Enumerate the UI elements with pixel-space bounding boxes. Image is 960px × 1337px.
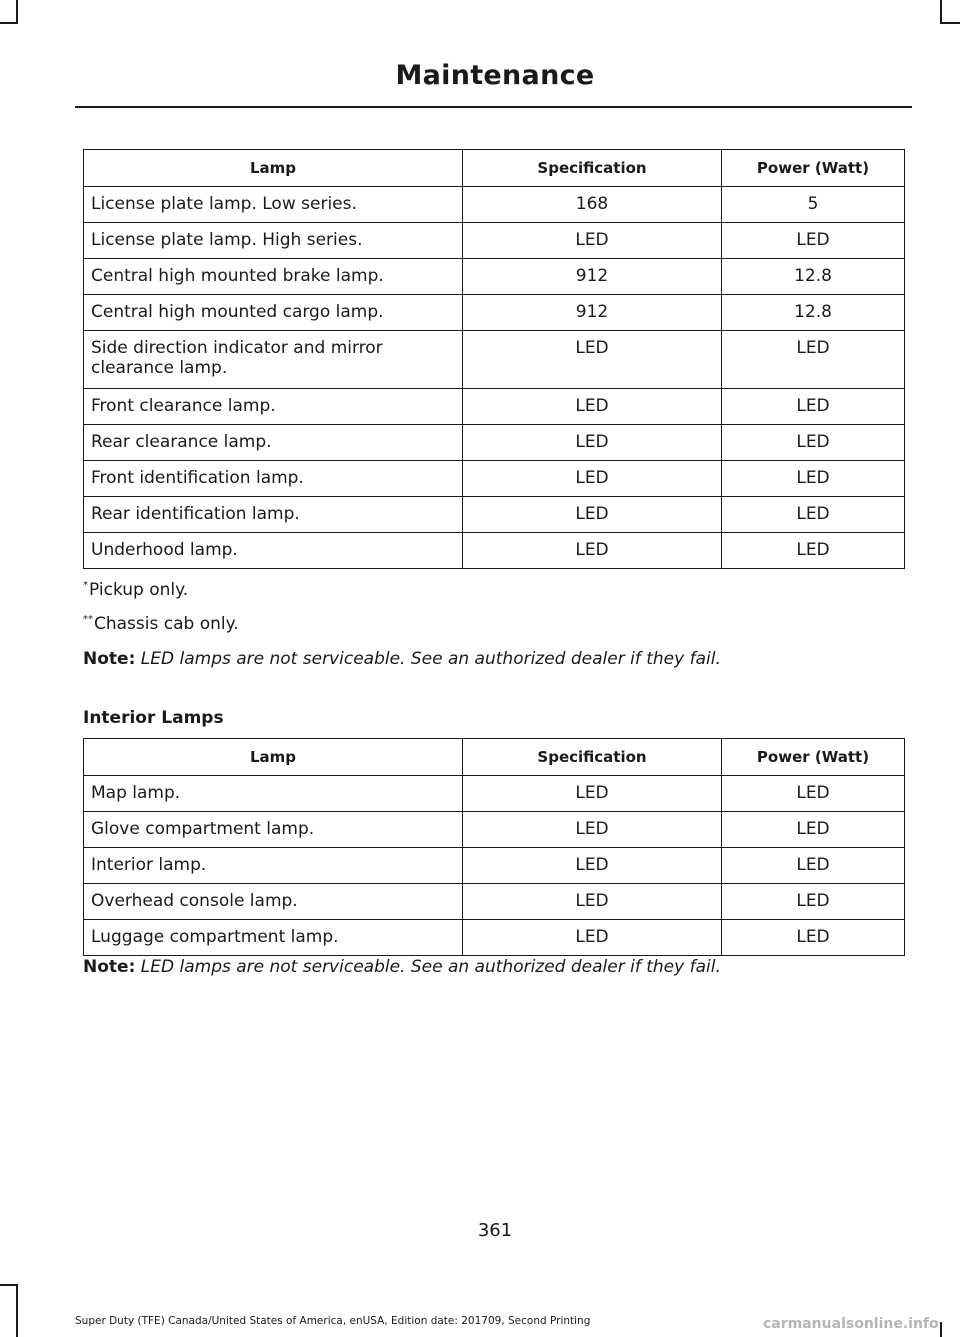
power-cell: LED (722, 389, 905, 425)
column-header-specification: Specification (463, 739, 722, 776)
header-rule (75, 106, 912, 108)
lamp-cell: Central high mounted brake lamp. (84, 259, 463, 295)
lamp-cell: License plate lamp. Low series. (84, 187, 463, 223)
table-row (84, 812, 905, 848)
exterior-lamps-table (83, 149, 905, 569)
column-header-lamp: Lamp (84, 739, 463, 776)
column-header-power: Power (Watt) (722, 739, 905, 776)
note-paragraph (83, 957, 721, 977)
interior-lamps-table (83, 738, 905, 956)
crop-mark (940, 1322, 942, 1337)
crop-mark (16, 1284, 18, 1337)
specification-cell: LED (463, 223, 722, 259)
table-row (84, 295, 905, 331)
note-label: Note: (83, 957, 136, 977)
table-header-row (84, 150, 905, 187)
table-header-row (84, 739, 905, 776)
table-row (84, 884, 905, 920)
footnote-chassis (83, 614, 239, 634)
note-text: LED lamps are not serviceable. See an authorized dealer if they fail. (140, 957, 721, 977)
crop-mark (940, 0, 942, 24)
power-cell: LED (722, 848, 905, 884)
table-row (84, 848, 905, 884)
power-cell: 5 (722, 187, 905, 223)
specification-cell: LED (463, 776, 722, 812)
power-cell: LED (722, 425, 905, 461)
power-cell: 12.8 (722, 295, 905, 331)
specification-cell: LED (463, 331, 722, 389)
specification-cell: LED (463, 920, 722, 956)
table-row (84, 389, 905, 425)
table-row (84, 776, 905, 812)
footnote-text: Pickup only. (89, 580, 189, 600)
table-row (84, 920, 905, 956)
lamp-cell: Overhead console lamp. (84, 884, 463, 920)
table-row (84, 425, 905, 461)
lamp-cell: Front clearance lamp. (84, 389, 463, 425)
specification-cell: LED (463, 533, 722, 569)
specification-cell: 168 (463, 187, 722, 223)
lamp-cell: Luggage compartment lamp. (84, 920, 463, 956)
lamp-cell: Central high mounted cargo lamp. (84, 295, 463, 331)
section-heading: Interior Lamps (83, 708, 224, 728)
page-title: Maintenance (395, 60, 595, 91)
lamp-cell: Map lamp. (84, 776, 463, 812)
specification-cell: 912 (463, 259, 722, 295)
specification-cell: LED (463, 812, 722, 848)
note-text: LED lamps are not serviceable. See an authorized dealer if they fail. (140, 649, 721, 669)
lamp-cell: Front identification lamp. (84, 461, 463, 497)
table-row (84, 223, 905, 259)
specification-cell: LED (463, 884, 722, 920)
footnote-text: Chassis cab only. (94, 614, 239, 634)
specification-cell: LED (463, 425, 722, 461)
footnote-mark: * (83, 580, 88, 591)
footer-edition-info: Super Duty (TFE) Canada/United States of America, enUSA, Edition date: 201709, Second Printing (75, 1315, 591, 1327)
lamp-cell: Side direction indicator and mirror clearance lamp. (84, 331, 463, 389)
lamp-cell: Underhood lamp. (84, 533, 463, 569)
power-cell: LED (722, 461, 905, 497)
lamp-cell: Rear clearance lamp. (84, 425, 463, 461)
table-row (84, 187, 905, 223)
note-label: Note: (83, 649, 136, 669)
table-row (84, 461, 905, 497)
crop-mark (940, 22, 960, 24)
column-header-lamp: Lamp (84, 150, 463, 187)
lamp-cell: Interior lamp. (84, 848, 463, 884)
power-cell: LED (722, 223, 905, 259)
table-row (84, 259, 905, 295)
power-cell: 12.8 (722, 259, 905, 295)
power-cell: LED (722, 497, 905, 533)
specification-cell: LED (463, 461, 722, 497)
table-row (84, 331, 905, 389)
note-paragraph (83, 649, 721, 669)
crop-mark (0, 22, 18, 24)
specification-cell: 912 (463, 295, 722, 331)
crop-mark (0, 1284, 18, 1286)
lamp-cell: Rear identification lamp. (84, 497, 463, 533)
lamp-cell: License plate lamp. High series. (84, 223, 463, 259)
column-header-specification: Specification (463, 150, 722, 187)
power-cell: LED (722, 812, 905, 848)
power-cell: LED (722, 533, 905, 569)
specification-cell: LED (463, 389, 722, 425)
table-row (84, 533, 905, 569)
specification-cell: LED (463, 497, 722, 533)
power-cell: LED (722, 331, 905, 389)
lamp-cell: Glove compartment lamp. (84, 812, 463, 848)
power-cell: LED (722, 884, 905, 920)
table-row (84, 497, 905, 533)
column-header-power: Power (Watt) (722, 150, 905, 187)
specification-cell: LED (463, 848, 722, 884)
power-cell: LED (722, 920, 905, 956)
power-cell: LED (722, 776, 905, 812)
crop-mark (16, 0, 18, 24)
footnote-pickup (83, 580, 188, 600)
page-number: 361 (477, 1220, 513, 1241)
watermark: carmanualsonline.info (763, 1316, 939, 1332)
footnote-mark: ** (83, 614, 93, 625)
